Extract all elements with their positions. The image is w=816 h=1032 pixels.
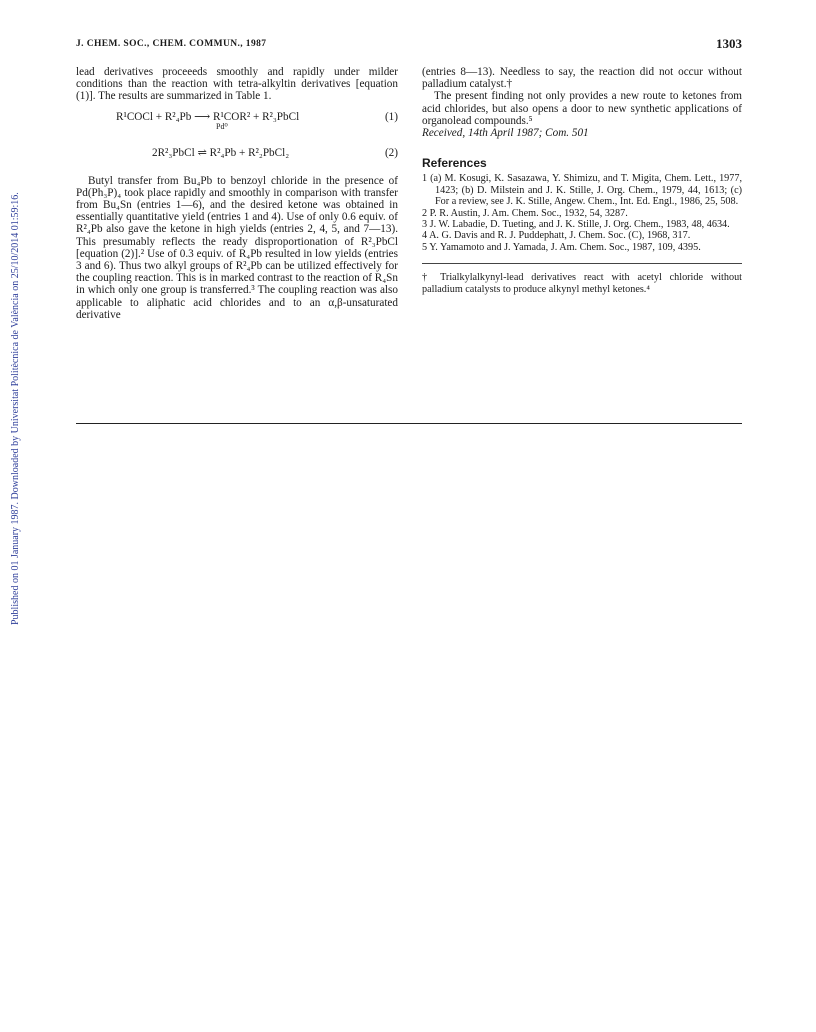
reference-item: 4 A. G. Davis and R. J. Puddephatt, J. Chem. Soc. (C), 1968, 317. [422, 230, 691, 242]
right-column [422, 66, 742, 295]
reference-item: 3 J. W. Labadie, D. Tueting, and J. K. Stille, J. Org. Chem., 1983, 48, 4634. [422, 219, 730, 231]
paragraph: The present finding not only provides a new route to ketones from acid chlorides, but also opens a door to new synthetic applications of organolead compounds.⁵ [422, 90, 742, 127]
equation-1-text: R¹COCl + R²₄Pb ⟶ R¹COR² + R²₃PbCl [116, 110, 300, 123]
received-date: Received, 14th April 1987; Com. 501 [422, 127, 589, 140]
reference-item: 1 (a) M. Kosugi, K. Sasazawa, Y. Shimizu, and T. Migita, Chem. Lett., 1977, 1423; (b) D. Milstein and J. K. Stille, J. Org. Chem., 1979, 44, 1613; (c) For a review, see J. K. Stille, Angew. Chem., Int. Ed. Engl., 1986, 25, 508. [422, 173, 742, 208]
left-column [76, 66, 398, 321]
equation-1 [76, 111, 398, 133]
paragraph: Butyl transfer from Bu₄Pb to benzoyl chloride in the presence of Pd(Ph₃P)₄ took place rapidly and smoothly in comparison with transfer from Bu₄Sn (entries 1—6), and the desired ketone was obtained in essentially quantitative yield (entries 1 and 4). Use of only 0.6 equiv. of R²₄Pb also gave the ketone in high yields (entries 2, 4, 5, and 7—13). This presumably reflects the ready disproportionation of R²₃PbCl [equation (2)].² Use of 0.3 equiv. of R₄Pb resulted in low yields (entries 3 and 6). Thus two alkyl groups of R²₄Pb can be utilized effectively for the coupling reaction. This is in marked contrast to the reaction of R₄Sn in which only one group is transferred.³ The coupling reaction was also applicable to aliphatic acid chlorides and to an α,β-unsaturated derivative [76, 174, 398, 321]
equation-2 [76, 147, 398, 161]
page-bottom-rule [76, 423, 742, 424]
reference-item: 2 P. R. Austin, J. Am. Chem. Soc., 1932, 54, 3287. [422, 207, 628, 219]
page-number: 1303 [716, 36, 742, 51]
publication-stamp [0, 0, 20, 640]
equation-2-text: 2R²₃PbCl ⇌ R²₄Pb + R²₂PbCl₂ [152, 146, 290, 159]
references-heading: References [422, 156, 487, 171]
paragraph: lead derivatives proceeeds smoothly and rapidly under milder conditions than the reaction with tetra-alkyltin derivatives [equation (1)]. The results are summarized in Table 1. [76, 66, 398, 103]
publication-stamp-text: Published on 01 January 1987. Downloaded by Universitat Politècnica de València on 25/10/2014 01:59:16. [10, 192, 21, 625]
footnote: † Trialkylalkynyl-lead derivatives react with acetyl chloride without palladium catalysts to produce alkynyl methyl ketones.⁴ [422, 272, 742, 295]
equation-2-number: (2) [384, 146, 398, 159]
running-header [76, 36, 742, 56]
equation-1-number: (1) [384, 110, 398, 123]
footnote-divider [422, 263, 742, 264]
reference-item: 5 Y. Yamamoto and J. Yamada, J. Am. Chem. Soc., 1987, 109, 4395. [422, 241, 701, 253]
paragraph: (entries 8—13). Needless to say, the reaction did not occur without palladium catalyst.† [422, 66, 742, 91]
equation-1-catalyst: Pd⁰ [216, 121, 228, 131]
journal-title: J. CHEM. SOC., CHEM. COMMUN., 1987 [76, 39, 267, 49]
